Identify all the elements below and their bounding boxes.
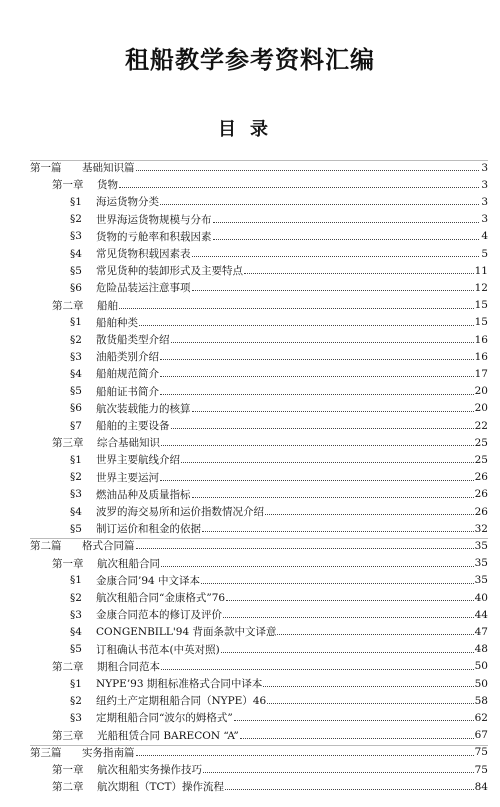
toc-page-number: 50 [474, 660, 488, 673]
toc-page-number: 3 [481, 178, 488, 191]
dot-leader [119, 308, 474, 309]
dot-leader [171, 342, 474, 343]
toc-section-entry[interactable] [70, 451, 488, 468]
toc-entry-title: 船舶规范简介 [96, 368, 159, 381]
toc-entry-title: 制订运价和租金的依据 [96, 523, 201, 536]
toc-page-number: 35 [474, 574, 488, 587]
dot-leader [263, 686, 473, 687]
toc-section-entry[interactable] [70, 228, 488, 245]
dot-leader [192, 497, 474, 498]
toc-page-number: 32 [474, 522, 488, 535]
toc-part-entry[interactable] [30, 744, 488, 761]
toc-entry-title: 光船租赁合同 BARECON “A” [97, 729, 239, 742]
toc-entry-title: 航次租船实务操作技巧 [97, 764, 202, 776]
toc-page-number: 16 [474, 350, 488, 363]
toc-part-entry[interactable] [30, 159, 488, 176]
dot-leader [160, 480, 474, 481]
toc-page-number: 25 [474, 436, 488, 449]
dot-leader [136, 170, 480, 171]
dot-leader [267, 703, 473, 704]
toc-entry-number: 第三篇 [30, 746, 62, 759]
toc-page-number: 15 [474, 316, 488, 329]
toc-page-number: 75 [474, 746, 488, 759]
dot-leader [160, 204, 479, 205]
toc-entry-title: 油船类别介绍 [96, 351, 159, 364]
toc-section-entry[interactable] [70, 503, 488, 520]
toc-heading: 目录 [218, 119, 282, 140]
toc-page-number: 17 [474, 367, 488, 380]
toc-page-number: 35 [474, 557, 488, 570]
toc-entry-title: 航次装载能力的核算 [96, 402, 191, 415]
toc-entry-number: 第二章 [52, 299, 84, 312]
toc-entry-number: §5 [70, 264, 82, 277]
toc-entry-title: 燃油品种及质量指标 [96, 488, 191, 501]
toc-section-entry[interactable] [70, 314, 488, 331]
toc-page-number: 26 [474, 471, 488, 484]
toc-entry-number: §3 [70, 608, 82, 621]
toc-page-number: 3 [481, 213, 488, 226]
toc-entry-number: §4 [70, 625, 82, 638]
toc-entry-title: 波罗的海交易所和运价指数情况介绍 [96, 506, 264, 518]
dot-leader [192, 290, 474, 291]
toc-entry-number: §7 [70, 419, 82, 432]
toc-entry-title: 世界主要航线介绍 [96, 454, 180, 467]
toc-entry-number: 第一篇 [30, 162, 62, 174]
toc-entry-title: 常见货种的装卸形式及主要特点 [96, 265, 243, 278]
toc-entry-number: 第一章 [52, 557, 84, 570]
dot-leader [192, 411, 474, 412]
toc-page-number: 50 [474, 677, 488, 690]
toc-entry-number: §3 [70, 488, 82, 501]
toc-entry-number: §3 [70, 711, 82, 724]
toc-section-entry[interactable] [70, 641, 488, 658]
dot-leader [213, 239, 480, 240]
dot-leader [277, 634, 473, 635]
toc-entry-title: CONGENBILL'94 背面条款中文译意 [96, 626, 277, 639]
toc-page-number: 4 [481, 230, 488, 243]
toc-page-number: 3 [481, 195, 488, 208]
toc-section-entry[interactable] [70, 279, 488, 296]
toc-page-number: 84 [474, 780, 488, 793]
toc-page-number: 48 [474, 643, 488, 656]
toc-entry-title: 基础知识篇 [82, 162, 135, 174]
dot-leader [240, 738, 474, 739]
toc-entry-number: 第一章 [52, 179, 84, 192]
dot-leader [213, 222, 480, 223]
dot-leader [160, 376, 474, 377]
dot-leader [223, 617, 474, 618]
toc-entry-title: 船舶 [97, 299, 118, 312]
toc-entry-number: §4 [70, 247, 82, 260]
toc-section-entry[interactable] [70, 245, 488, 262]
toc-page-number: 67 [474, 729, 488, 742]
toc-chapter-entry[interactable] [52, 297, 488, 314]
dot-leader [161, 445, 474, 446]
toc-section-entry[interactable] [70, 211, 488, 228]
toc-entry-number: §4 [70, 505, 82, 518]
toc-page-number: 12 [474, 281, 488, 294]
dot-leader [136, 548, 474, 549]
toc-entry-title: 金康合同范本的修订及评价 [96, 609, 222, 622]
toc-page-number: 15 [474, 299, 488, 312]
toc-page-number: 44 [474, 608, 488, 621]
toc-section-entry[interactable] [70, 417, 488, 434]
toc-entry-title: 定期租船合同“波尔的姆格式” [96, 712, 233, 725]
toc-chapter-entry[interactable] [52, 727, 488, 744]
document-title: 租船教学参考资料汇编 [125, 46, 375, 74]
toc-entry-title: 船舶的主要设备 [96, 420, 170, 432]
toc-entry-number: §6 [70, 402, 82, 415]
toc-page-number: 75 [474, 763, 488, 776]
toc-entry-number: 第一章 [52, 764, 84, 776]
toc-page-number: 11 [474, 264, 488, 277]
toc-entry-number: §3 [70, 350, 82, 363]
toc-entry-number: §2 [70, 471, 82, 484]
toc-section-entry[interactable] [70, 348, 488, 365]
toc-entry-number: 第三章 [52, 437, 84, 450]
toc-section-entry[interactable] [70, 262, 488, 279]
toc-page-number: 26 [474, 505, 488, 518]
toc-page-number: 3 [481, 161, 488, 174]
toc-entry-title: 实务指南篇 [82, 746, 135, 759]
toc-entry-number: §2 [70, 213, 82, 226]
toc-page-number: 25 [474, 453, 488, 466]
toc-entry-title: 散货船类型介绍 [96, 334, 170, 346]
toc-chapter-entry[interactable] [52, 658, 488, 675]
toc-entry-number: §5 [70, 385, 82, 398]
dot-leader [139, 325, 474, 326]
toc-page-number: 62 [474, 711, 488, 724]
toc-entry-number: §1 [70, 677, 82, 690]
dot-leader [160, 359, 474, 360]
toc-entry-number: §6 [70, 281, 82, 294]
toc-section-entry[interactable] [70, 365, 488, 382]
toc-entry-title: 船舶种类 [96, 316, 138, 329]
toc-entry-number: §5 [70, 643, 82, 656]
toc-entry-number: §2 [70, 694, 82, 707]
dot-leader [161, 669, 474, 670]
dot-leader [221, 652, 474, 653]
toc-entry-number: 第二章 [52, 781, 84, 794]
toc-entry-title: 航次租船合同“金康格式”76 [96, 592, 226, 604]
dot-leader [161, 566, 474, 567]
toc-entry-title: 纽约土产定期租船合同（NYPE）46 [96, 695, 267, 708]
dot-leader [192, 256, 480, 257]
toc-section-entry[interactable] [70, 193, 488, 210]
toc-page-number: 40 [474, 591, 488, 604]
toc-part-entry[interactable] [30, 537, 488, 554]
toc-entry-number: §1 [70, 453, 82, 466]
toc-entry-number: §1 [70, 574, 82, 587]
toc-chapter-entry[interactable] [52, 434, 488, 451]
toc-entry-number: 第二章 [52, 660, 84, 673]
dot-leader [226, 600, 474, 601]
toc-section-entry[interactable] [70, 623, 488, 640]
toc-page-number: 47 [474, 625, 488, 638]
toc-entry-title: 金康合同’94 中文译本 [96, 574, 201, 587]
toc-page-number: 20 [474, 385, 488, 398]
dot-leader [119, 187, 479, 188]
toc-page-number: 16 [474, 333, 488, 346]
dot-leader [171, 428, 474, 429]
toc-chapter-entry[interactable] [52, 176, 488, 193]
toc-page-number: 26 [474, 488, 488, 501]
toc-entry-title: 货物的亏舱率和积载因素 [96, 230, 212, 243]
toc-section-entry[interactable] [70, 383, 488, 400]
toc-entry-number: §1 [70, 195, 82, 208]
toc-section-entry[interactable] [70, 400, 488, 417]
toc-section-entry[interactable] [70, 709, 488, 726]
toc-section-entry[interactable] [70, 331, 488, 348]
toc-section-entry[interactable] [70, 606, 488, 623]
dot-leader [160, 394, 474, 395]
toc-section-entry[interactable] [70, 520, 488, 537]
toc-entry-number: §4 [70, 367, 82, 380]
dot-leader [234, 720, 474, 721]
toc-entry-title: 航次期租（TCT）操作流程 [97, 781, 225, 794]
toc-page-number: 5 [481, 247, 488, 260]
toc-entry-number: 第三章 [52, 729, 84, 742]
toc-entry-title: 常见货物积载因素表 [96, 248, 191, 260]
toc-entry-title: 订租确认书范本(中英对照) [96, 643, 220, 656]
dot-leader [225, 789, 474, 790]
toc-entry-title: 格式合同篇 [82, 540, 135, 553]
dot-leader [203, 772, 474, 773]
toc-entry-title: 航次租船合同 [97, 557, 160, 570]
toc-entry-title: NYPE’93 期租标准格式合同中译本 [96, 678, 263, 690]
toc-page-number: 35 [474, 539, 488, 552]
toc-entry-title: 世界海运货物规模与分布 [96, 213, 212, 226]
toc-section-entry[interactable] [70, 486, 488, 503]
toc-entry-title: 货物 [97, 179, 118, 192]
toc-entry-number: §3 [70, 230, 82, 243]
toc-entry-number: 第二篇 [30, 540, 62, 553]
dot-leader [265, 514, 474, 515]
toc-entry-title: 船舶证书简介 [96, 385, 159, 398]
toc-section-entry[interactable] [70, 692, 488, 709]
dot-leader [181, 462, 474, 463]
toc-section-entry[interactable] [70, 469, 488, 486]
toc-page-number: 58 [474, 694, 488, 707]
toc-section-entry[interactable] [70, 589, 488, 606]
toc-page-number: 22 [474, 419, 488, 432]
toc-entry-title: 危险品装运注意事项 [96, 282, 191, 295]
toc-section-entry[interactable] [70, 572, 488, 589]
toc-entry-number: §1 [70, 316, 82, 329]
toc-section-entry[interactable] [70, 675, 488, 692]
toc-entry-number: §2 [70, 591, 82, 604]
dot-leader [201, 583, 474, 584]
toc-entry-number: §2 [70, 333, 82, 346]
toc-entry-title: 综合基础知识 [97, 437, 160, 450]
dot-leader [244, 273, 474, 274]
toc-entry-number: §5 [70, 522, 82, 535]
toc-chapter-entry[interactable] [52, 761, 488, 778]
dot-leader [136, 755, 474, 756]
toc-page-number: 20 [474, 402, 488, 415]
toc-chapter-entry[interactable] [52, 555, 488, 572]
toc-entry-title: 海运货物分类 [96, 196, 159, 209]
toc-entry-title: 期租合同范本 [97, 660, 160, 673]
dot-leader [202, 531, 474, 532]
toc-entry-title: 世界主要运河 [96, 471, 159, 484]
toc-chapter-entry[interactable] [52, 778, 488, 795]
